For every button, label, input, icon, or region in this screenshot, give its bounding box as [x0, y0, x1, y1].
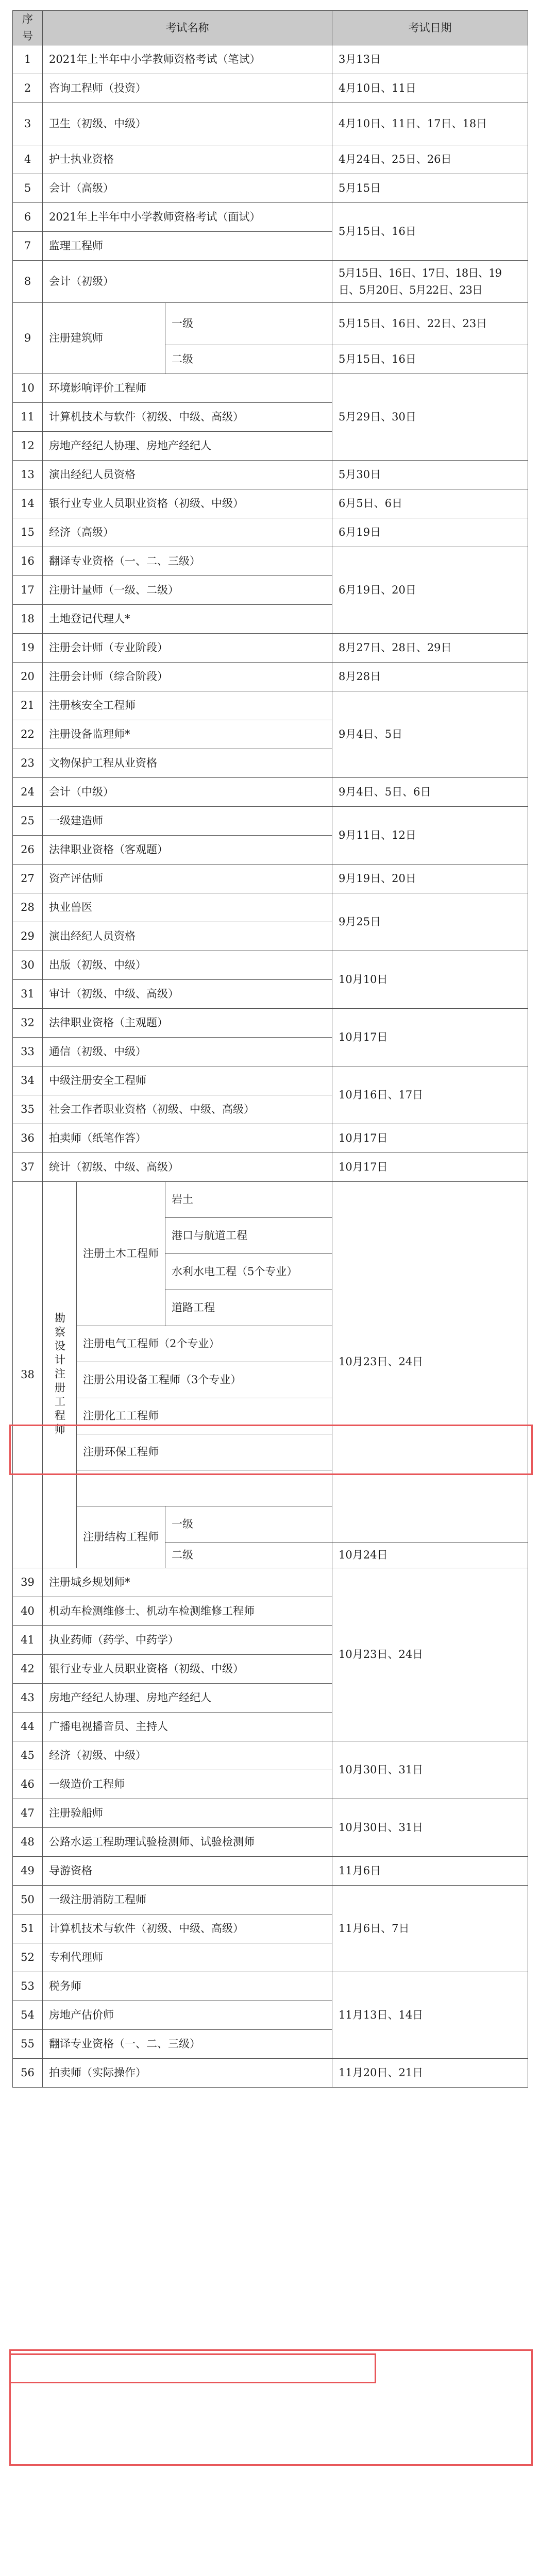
- seq-cell: 23: [13, 749, 43, 778]
- date-cell: 11月20日、21日: [332, 2059, 528, 2088]
- seq-cell: 30: [13, 951, 43, 980]
- seq-cell: 12: [13, 432, 43, 461]
- table-row: [13, 1886, 528, 1914]
- name-cell: 翻译专业资格（一、二、三级）: [43, 547, 332, 576]
- seq-cell: 25: [13, 807, 43, 836]
- seq-cell: 3: [13, 103, 43, 145]
- table-row: [13, 374, 528, 403]
- table-row: [13, 663, 528, 691]
- table-row: [13, 807, 528, 836]
- name-cell: 出版（初级、中级）: [43, 951, 332, 980]
- seq-cell: 6: [13, 203, 43, 232]
- name-cell: 文物保护工程从业资格: [43, 749, 332, 778]
- date-cell: 9月11日、12日: [332, 807, 528, 865]
- date-cell: 6月19日、20日: [332, 547, 528, 634]
- seq-cell: 37: [13, 1153, 43, 1182]
- name-cell: 导游资格: [43, 1857, 332, 1886]
- seq-cell: 14: [13, 489, 43, 518]
- table-row: [13, 1066, 528, 1095]
- table-row: [13, 1182, 528, 1218]
- table-row: [13, 261, 528, 303]
- seq-cell: 53: [13, 1972, 43, 2001]
- date-cell: 10月30日、31日: [332, 1741, 528, 1799]
- table-row: [13, 778, 528, 807]
- seq-cell: 28: [13, 893, 43, 922]
- table-row: [13, 1799, 528, 1828]
- table-row: [13, 691, 528, 720]
- seq-cell: 41: [13, 1626, 43, 1655]
- date-cell: 5月29日、30日: [332, 374, 528, 461]
- table-row: [13, 865, 528, 893]
- date-cell: 10月23日、24日: [332, 1182, 528, 1543]
- table-header: [13, 11, 528, 45]
- date-cell: 10月23日、24日: [332, 1568, 528, 1741]
- table-row: [13, 951, 528, 980]
- header-date: 考试日期: [332, 11, 528, 45]
- name-cell: 注册计量师（一级、二级）: [43, 576, 332, 605]
- date-cell: 5月15日、16日: [332, 345, 528, 374]
- seq-cell: 17: [13, 576, 43, 605]
- seq-cell: 35: [13, 1095, 43, 1124]
- name-cell: 公路水运工程助理试验检测师、试验检测师: [43, 1828, 332, 1857]
- name-cell: 咨询工程师（投资）: [43, 74, 332, 103]
- name-cell: 注册会计师（专业阶段）: [43, 634, 332, 663]
- seq-cell: 26: [13, 836, 43, 865]
- name-cell: 环境影响评价工程师: [43, 374, 332, 403]
- name-cell: 专利代理师: [43, 1943, 332, 1972]
- sub-cell: 二级: [165, 345, 332, 374]
- table-row: [13, 1568, 528, 1597]
- table-row: [13, 303, 528, 345]
- date-cell: 4月10日、11日、17日、18日: [332, 103, 528, 145]
- seq-cell: 46: [13, 1770, 43, 1799]
- seq-cell: 44: [13, 1713, 43, 1741]
- name-cell: 卫生（初级、中级）: [43, 103, 332, 145]
- name-cell: 会计（中级）: [43, 778, 332, 807]
- seq-cell: 27: [13, 865, 43, 893]
- date-cell: 10月16日、17日: [332, 1066, 528, 1124]
- name-cell: 2021年上半年中小学教师资格考试（笔试）: [43, 45, 332, 74]
- date-cell: 10月30日、31日: [332, 1799, 528, 1857]
- date-cell: 9月25日: [332, 893, 528, 951]
- name-cell: 注册公用设备工程师（3个专业）: [77, 1362, 332, 1398]
- name-cell: 一级造价工程师: [43, 1770, 332, 1799]
- table-row: [13, 893, 528, 922]
- seq-cell: 21: [13, 691, 43, 720]
- name-cell: 机动车检测维修士、机动车检测维修工程师: [43, 1597, 332, 1626]
- name-cell: 银行业专业人员职业资格（初级、中级）: [43, 489, 332, 518]
- seq-cell: 43: [13, 1684, 43, 1713]
- table-row: [13, 547, 528, 576]
- name-cell: 2021年上半年中小学教师资格考试（面试）: [43, 203, 332, 232]
- name-cell: 统计（初级、中级、高级）: [43, 1153, 332, 1182]
- name-cell: 计算机技术与软件（初级、中级、高级）: [43, 1914, 332, 1943]
- exam-schedule: [12, 10, 528, 2088]
- name-cell: 护士执业资格: [43, 145, 332, 174]
- table-row: [13, 145, 528, 174]
- name-cell: 法律职业资格（客观题）: [43, 836, 332, 865]
- seq-cell: 24: [13, 778, 43, 807]
- table-row: [13, 1741, 528, 1770]
- seq-cell: 45: [13, 1741, 43, 1770]
- name-cell: 注册城乡规划师*: [43, 1568, 332, 1597]
- date-cell: 10月24日: [332, 1543, 528, 1568]
- name-cell: 一级注册消防工程师: [43, 1886, 332, 1914]
- name-cell: 演出经纪人员资格: [43, 922, 332, 951]
- date-cell: 5月15日、16日: [332, 203, 528, 261]
- name-cell: 土地登记代理人*: [43, 605, 332, 634]
- date-cell: 9月4日、5日: [332, 691, 528, 778]
- date-cell: 11月6日、7日: [332, 1886, 528, 1972]
- group-cell: 勘察设计注册工程师: [43, 1182, 77, 1568]
- name-cell: 注册设备监理师*: [43, 720, 332, 749]
- date-cell: 4月10日、11日: [332, 74, 528, 103]
- name-cell: 注册电气工程师（2个专业）: [77, 1326, 332, 1362]
- date-cell: 5月15日、16日、22日、23日: [332, 303, 528, 345]
- civil-cell: 注册土木工程师: [77, 1182, 165, 1326]
- structural-cell: 注册结构工程师: [77, 1506, 165, 1568]
- seq-cell: 15: [13, 518, 43, 547]
- sub-cell: 道路工程: [165, 1290, 332, 1326]
- exam-table: [12, 10, 528, 2088]
- seq-cell: 56: [13, 2059, 43, 2088]
- seq-cell: 4: [13, 145, 43, 174]
- table-row: [13, 1153, 528, 1182]
- name-cell: 注册建筑师: [43, 303, 165, 374]
- date-cell: 5月30日: [332, 461, 528, 489]
- seq-cell: 42: [13, 1655, 43, 1684]
- name-cell: 翻译专业资格（一、二、三级）: [43, 2030, 332, 2059]
- name-cell: 拍卖师（实际操作）: [43, 2059, 332, 2088]
- name-cell: 法律职业资格（主观题）: [43, 1009, 332, 1038]
- table-row: [13, 518, 528, 547]
- seq-cell: 16: [13, 547, 43, 576]
- name-cell: 资产评估师: [43, 865, 332, 893]
- seq-cell: 11: [13, 403, 43, 432]
- name-cell: 注册化工工程师: [77, 1398, 332, 1434]
- name-cell: 社会工作者职业资格（初级、中级、高级）: [43, 1095, 332, 1124]
- highlight-box: [9, 2349, 533, 2466]
- date-cell: 8月27日、28日、29日: [332, 634, 528, 663]
- date-cell: 5月15日、16日、17日、18日、19日、5月20日、5月22日、23日: [332, 261, 528, 303]
- table-row: [13, 1857, 528, 1886]
- seq-cell: 1: [13, 45, 43, 74]
- date-cell: 6月5日、6日: [332, 489, 528, 518]
- seq-cell: 51: [13, 1914, 43, 1943]
- name-cell: 房地产经纪人协理、房地产经纪人: [43, 1684, 332, 1713]
- name-cell: 会计（初级）: [43, 261, 332, 303]
- name-cell: 执业药师（药学、中药学）: [43, 1626, 332, 1655]
- seq-cell: 47: [13, 1799, 43, 1828]
- seq-cell: 38: [13, 1182, 43, 1568]
- sub-cell: 岩土: [165, 1182, 332, 1218]
- name-cell: 会计（高级）: [43, 174, 332, 203]
- seq-cell: 55: [13, 2030, 43, 2059]
- seq-cell: 29: [13, 922, 43, 951]
- seq-cell: 34: [13, 1066, 43, 1095]
- name-cell: 通信（初级、中级）: [43, 1038, 332, 1066]
- name-cell: 税务师: [43, 1972, 332, 2001]
- seq-cell: 36: [13, 1124, 43, 1153]
- table-row: [13, 2059, 528, 2088]
- name-cell: 房地产估价师: [43, 2001, 332, 2030]
- seq-cell: 22: [13, 720, 43, 749]
- sub-cell: 水利水电工程（5个专业）: [165, 1254, 332, 1290]
- name-cell: 广播电视播音员、主持人: [43, 1713, 332, 1741]
- name-cell: 经济（高级）: [43, 518, 332, 547]
- seq-cell: 39: [13, 1568, 43, 1597]
- seq-cell: 20: [13, 663, 43, 691]
- name-cell: 注册会计师（综合阶段）: [43, 663, 332, 691]
- name-cell: 注册核安全工程师: [43, 691, 332, 720]
- seq-cell: 33: [13, 1038, 43, 1066]
- seq-cell: 50: [13, 1886, 43, 1914]
- date-cell: 8月28日: [332, 663, 528, 691]
- date-cell: 10月17日: [332, 1153, 528, 1182]
- seq-cell: 18: [13, 605, 43, 634]
- table-row: [13, 203, 528, 232]
- name-cell: 演出经纪人员资格: [43, 461, 332, 489]
- name-cell: 拍卖师（纸笔作答）: [43, 1124, 332, 1153]
- header-seq: 序号: [13, 11, 43, 45]
- seq-cell: 52: [13, 1943, 43, 1972]
- seq-cell: 5: [13, 174, 43, 203]
- date-cell: 11月6日: [332, 1857, 528, 1886]
- seq-cell: 9: [13, 303, 43, 374]
- name-cell: 监理工程师: [43, 232, 332, 261]
- table-row: [13, 74, 528, 103]
- table-row: [13, 103, 528, 145]
- seq-cell: 7: [13, 232, 43, 261]
- table-row: [13, 1124, 528, 1153]
- table-row: [13, 634, 528, 663]
- seq-cell: 10: [13, 374, 43, 403]
- date-cell: 10月17日: [332, 1124, 528, 1153]
- sub-cell: 一级: [165, 303, 332, 345]
- name-cell: 注册环保工程师: [77, 1434, 332, 1470]
- seq-cell: 49: [13, 1857, 43, 1886]
- table-row: [13, 489, 528, 518]
- date-cell: 10月10日: [332, 951, 528, 1009]
- name-cell: 审计（初级、中级、高级）: [43, 980, 332, 1009]
- name-cell: 计算机技术与软件（初级、中级、高级）: [43, 403, 332, 432]
- seq-cell: 54: [13, 2001, 43, 2030]
- highlight-box: [9, 2353, 376, 2383]
- seq-cell: 8: [13, 261, 43, 303]
- name-cell: 中级注册安全工程师: [43, 1066, 332, 1095]
- name-cell: 经济（初级、中级）: [43, 1741, 332, 1770]
- sub-cell: 二级: [165, 1543, 332, 1568]
- date-cell: 9月19日、20日: [332, 865, 528, 893]
- sub-cell: 港口与航道工程: [165, 1218, 332, 1254]
- name-cell: 房地产经纪人协理、房地产经纪人: [43, 432, 332, 461]
- seq-cell: 31: [13, 980, 43, 1009]
- seq-cell: 2: [13, 74, 43, 103]
- name-cell: 一级建造师: [43, 807, 332, 836]
- table-row: [13, 1972, 528, 2001]
- date-cell: 6月19日: [332, 518, 528, 547]
- seq-cell: 48: [13, 1828, 43, 1857]
- date-cell: 5月15日: [332, 174, 528, 203]
- table-row: [13, 1009, 528, 1038]
- date-cell: 3月13日: [332, 45, 528, 74]
- table-row: [13, 461, 528, 489]
- seq-cell: 40: [13, 1597, 43, 1626]
- seq-cell: 13: [13, 461, 43, 489]
- name-cell: 银行业专业人员职业资格（初级、中级）: [43, 1655, 332, 1684]
- name-cell: 执业兽医: [43, 893, 332, 922]
- seq-cell: 19: [13, 634, 43, 663]
- table-row: [13, 45, 528, 74]
- sub-cell: 一级: [165, 1506, 332, 1543]
- date-cell: 4月24日、25日、26日: [332, 145, 528, 174]
- name-cell: [77, 1470, 332, 1506]
- date-cell: 10月17日: [332, 1009, 528, 1066]
- table-row: [13, 174, 528, 203]
- date-cell: 11月13日、14日: [332, 1972, 528, 2059]
- name-cell: 注册验船师: [43, 1799, 332, 1828]
- header-name: 考试名称: [43, 11, 332, 45]
- date-cell: 9月4日、5日、6日: [332, 778, 528, 807]
- seq-cell: 32: [13, 1009, 43, 1038]
